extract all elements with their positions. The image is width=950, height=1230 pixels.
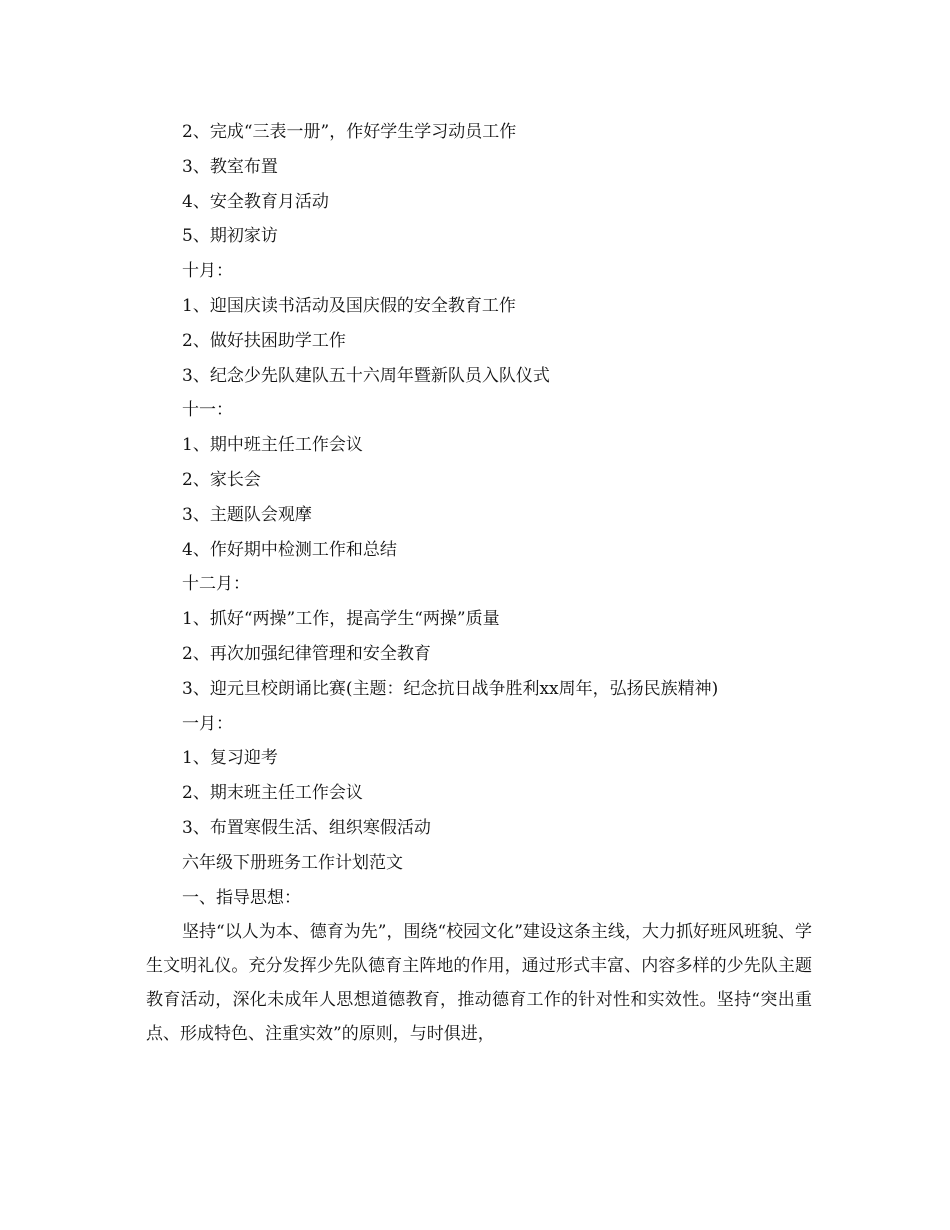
text-line: 2、期末班主任工作会议	[182, 783, 363, 804]
text-line: 2、再次加强纪律管理和安全教育	[182, 643, 431, 664]
text-line: 2、家长会	[182, 469, 261, 490]
section-heading: 一、指导思想：	[182, 887, 301, 908]
text-line: 1、迎国庆读书活动及国庆假的安全教育工作	[182, 295, 516, 316]
text-line: 2、做好扶困助学工作	[182, 330, 346, 351]
text-line: 1、期中班主任工作会议	[182, 435, 363, 456]
section-heading: 十月：	[182, 261, 233, 282]
text-line: 2、完成“三表一册”，作好学生学习动员工作	[182, 122, 517, 142]
text-line: 3、布置寒假生活、组织寒假活动	[182, 817, 431, 838]
section-heading: 十二月：	[182, 574, 250, 595]
document-title: 六年级下册班务工作计划范文	[182, 852, 403, 873]
text-line: 3、纪念少先队建队五十六周年暨新队员入队仪式	[182, 365, 550, 386]
text-line: 3、主题队会观摩	[182, 504, 312, 525]
document-body	[146, 115, 812, 1051]
text-line: 1、抓好“两操”工作，提高学生“两操”质量	[182, 609, 500, 630]
section-heading: 一月：	[182, 713, 233, 734]
section-heading: 十一：	[182, 400, 233, 421]
text-line: 4、作好期中检测工作和总结	[182, 539, 397, 560]
text-line: 4、安全教育月活动	[182, 191, 329, 212]
text-line: 3、迎元旦校朗诵比赛(主题：纪念抗日战争胜利xx周年，弘扬民族精神)	[182, 678, 719, 699]
body-paragraph: 坚持“以人为本、德育为先”，围绕“校园文化”建设这条主线，大力抓好班风班貌、学生文明礼仪。充分发挥少先队德育主阵地的作用，通过形式丰富、内容多样的少先队主题教育活动，深化未成年人思想道德教育，推动德育工作的针对性和实效性。坚持“突出重点、形成特色、注重实效”的原则，与时俱进，	[146, 922, 812, 1045]
text-line: 3、教室布置	[182, 156, 278, 177]
text-line: 1、复习迎考	[182, 748, 278, 769]
text-line: 5、期初家访	[182, 226, 278, 247]
